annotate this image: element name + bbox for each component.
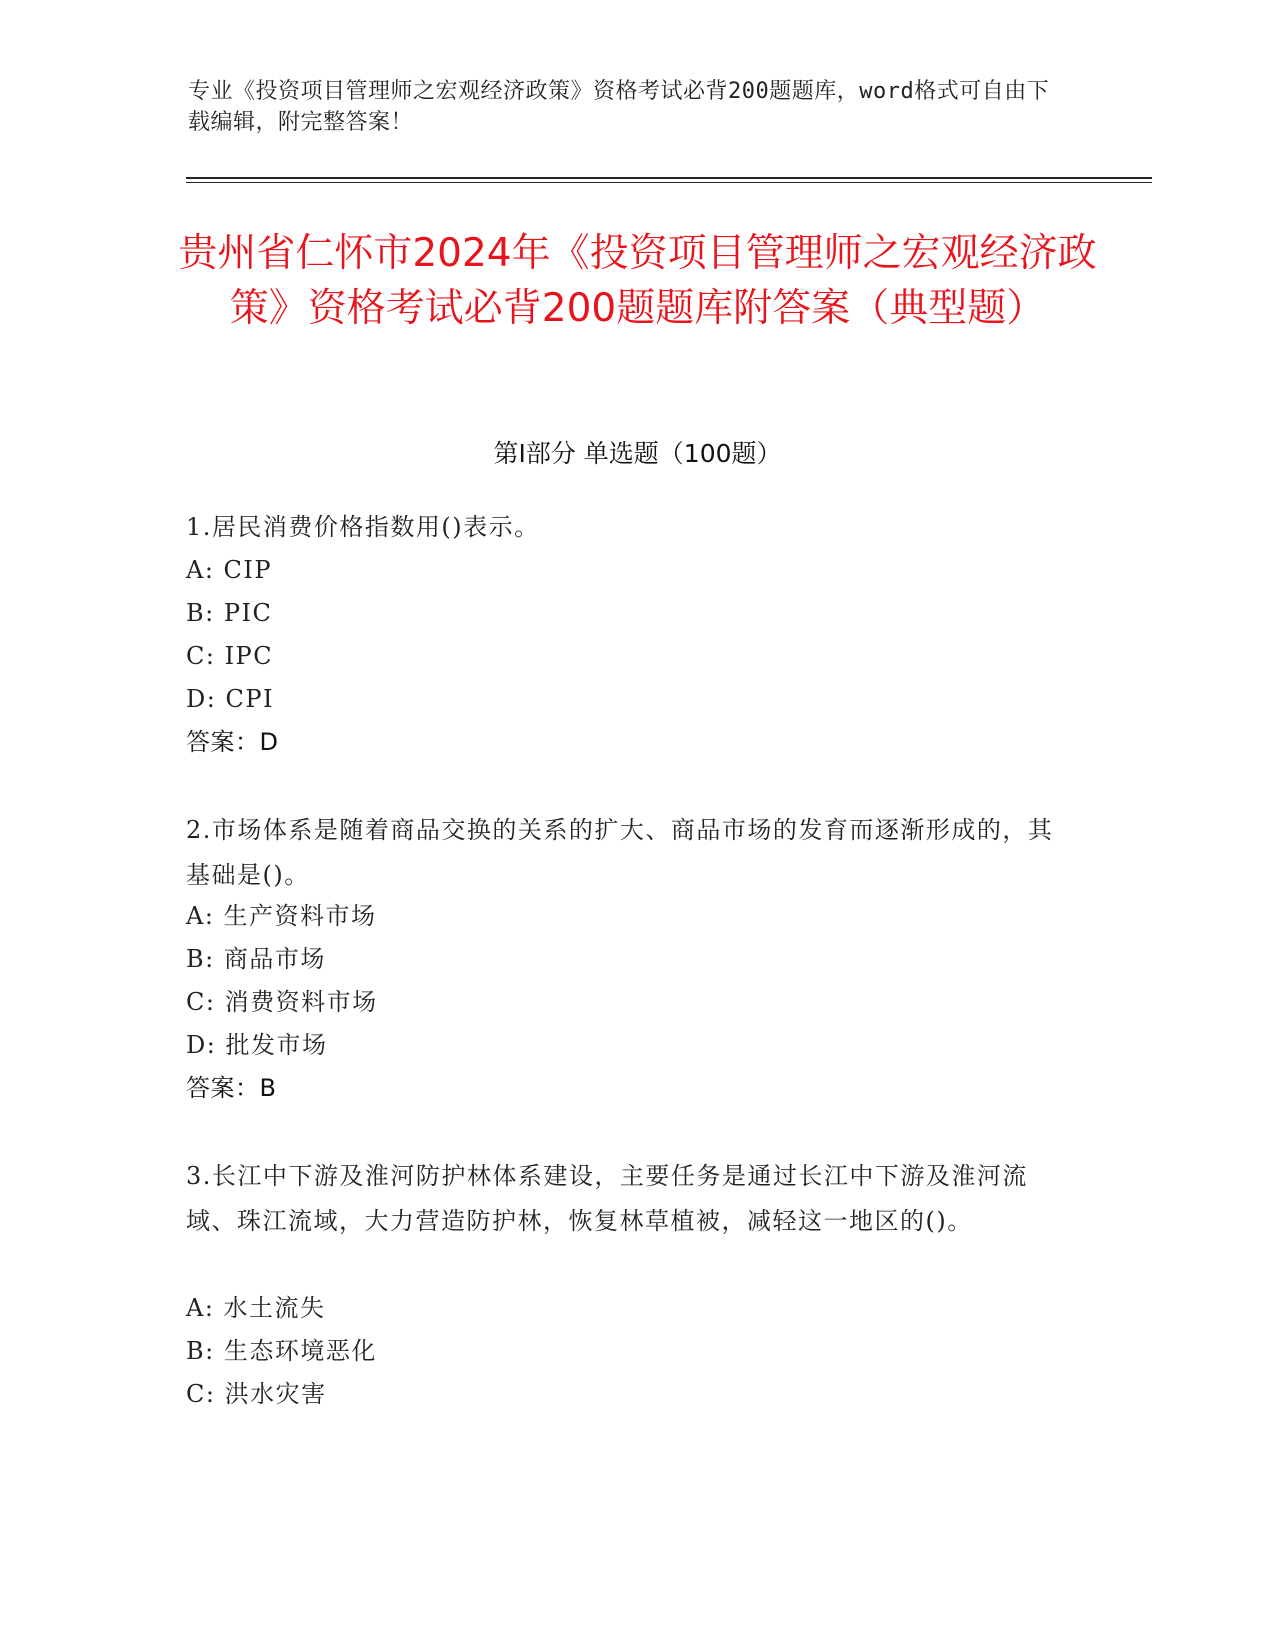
header-rule-thick (186, 177, 1152, 179)
question-3-option-a: A: 水土流失 (186, 1294, 326, 1322)
question-2-answer: 答案：B (186, 1074, 277, 1102)
document-title: 贵州省仁怀市2024年《投资项目管理师之宏观经济政策》资格考试必背200题题库附答案（典型题） (178, 231, 1097, 331)
question-2-option-a: A: 生产资料市场 (186, 902, 377, 930)
header-note: 专业《投资项目管理师之宏观经济政策》资格考试必背200题题库，word格式可自由下载编辑，附完整答案！ (188, 79, 1050, 135)
question-1-answer: 答案：D (186, 728, 279, 756)
question-1-text: 1.居民消费价格指数用()表示。 (186, 513, 540, 541)
question-1-option-c: C: IPC (186, 642, 274, 670)
section-title: 第I部分 单选题（100题） (493, 439, 782, 468)
question-3-option-c: C: 洪水灾害 (186, 1380, 327, 1408)
question-3-option-b: B: 生态环境恶化 (186, 1337, 377, 1365)
question-2-text: 2.市场体系是随着商品交换的关系的扩大、商品市场的发育而逐渐形成的，其基础是()。 (186, 816, 1054, 889)
header-rule-thin (186, 182, 1152, 183)
question-2-option-c: C: 消费资料市场 (186, 988, 378, 1016)
question-1-option-b: B: PIC (186, 599, 273, 627)
question-2-option-d: D: 批发市场 (186, 1031, 328, 1059)
question-3-text: 3.长江中下游及淮河防护林体系建设，主要任务是通过长江中下游及淮河流域、珠江流域，大力营造防护林，恢复林草植被，减轻这一地区的()。 (186, 1162, 1028, 1235)
question-1-option-d: D: CPI (186, 685, 274, 713)
question-1-option-a: A: CIP (186, 556, 273, 584)
question-2-option-b: B: 商品市场 (186, 945, 326, 973)
